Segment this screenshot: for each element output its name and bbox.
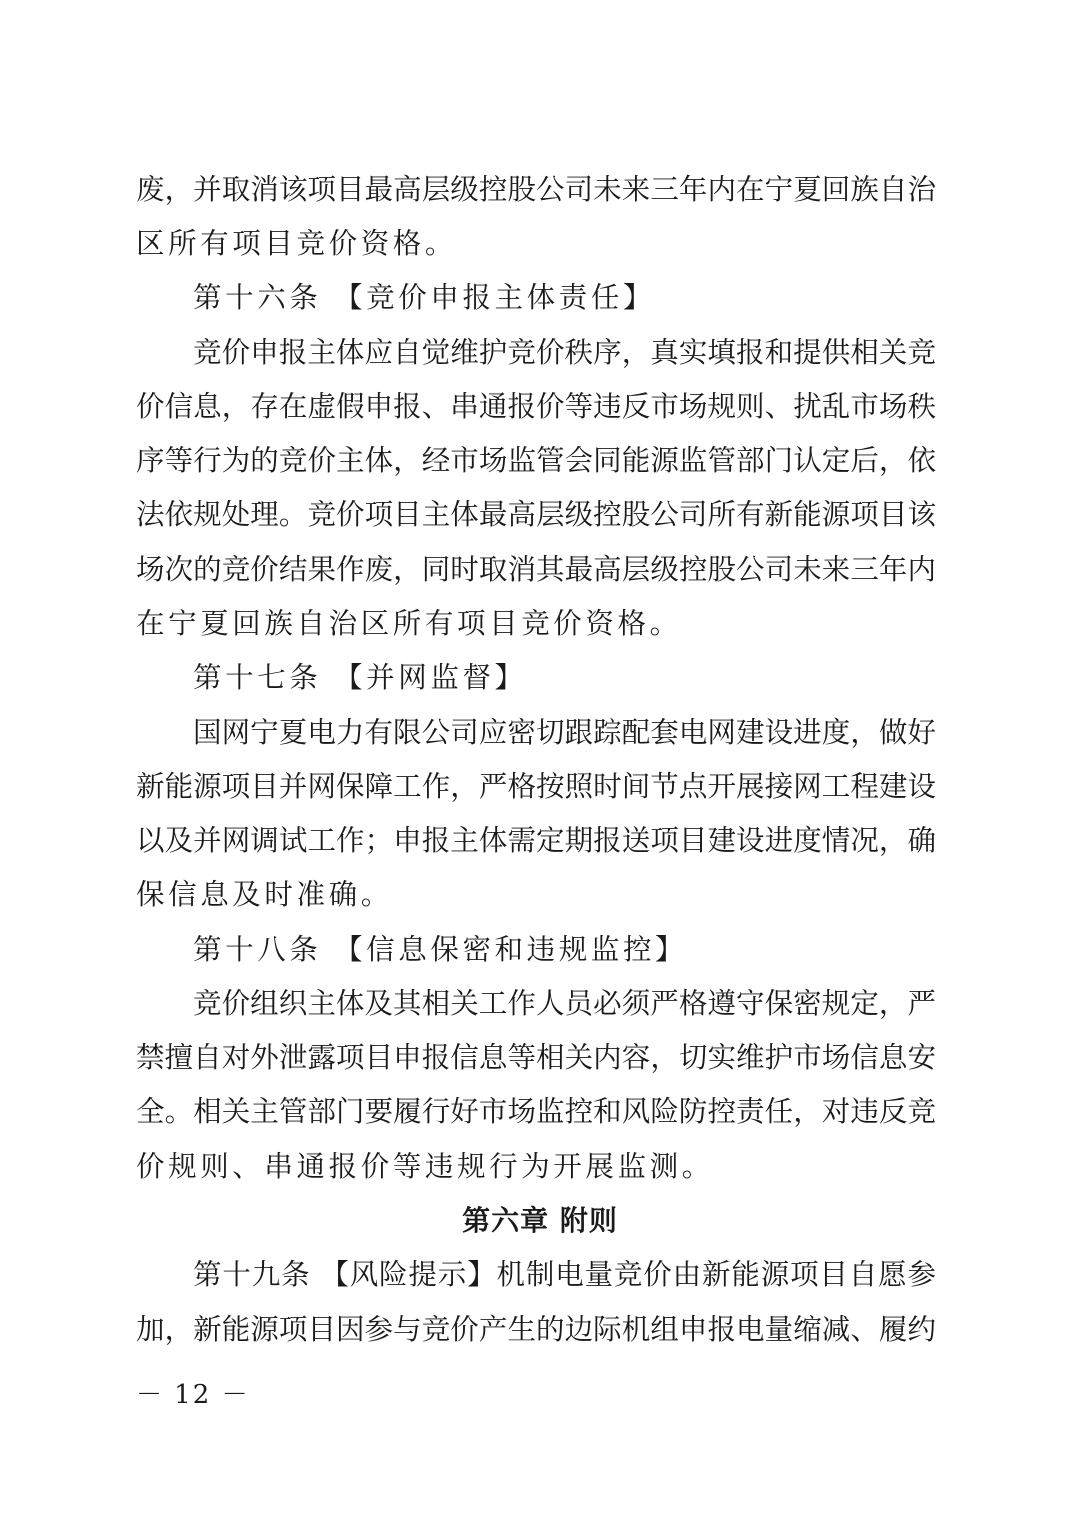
body-line: 区所有项目竞价资格。 (136, 227, 458, 260)
body-line: 全。相关主管部门要履行好市场监控和风险防控责任，对违反竞 (136, 1095, 936, 1128)
article-heading: 第十八条 【信息保密和违规监控】 (193, 933, 688, 966)
body-line: 以及并网调试工作；申报主体需定期报送项目建设进度情况，确 (136, 824, 936, 857)
body-line: 场次的竞价结果作废，同时取消其最高层级控股公司未来三年内 (136, 553, 936, 586)
body-line: 国网宁夏电力有限公司应密切跟踪配套电网建设进度，做好 (193, 716, 936, 749)
body-line: 加，新能源项目因参与竞价产生的边际机组申报电量缩减、履约 (136, 1313, 936, 1346)
body-line: 竞价组织主体及其相关工作人员必须严格遵守保密规定，严 (193, 987, 936, 1020)
body-line: 禁擅自对外泄露项目申报信息等相关内容，切实维护市场信息安 (136, 1041, 936, 1074)
chapter-title: 第六章 附则 (462, 1204, 618, 1237)
article-heading: 第十七条 【并网监督】 (193, 661, 527, 694)
article-heading: 第十六条 【竞价申报主体责任】 (193, 281, 656, 314)
body-line: 序等行为的竞价主体，经市场监管会同能源监管部门认定后，依 (136, 444, 936, 477)
body-line: 第十九条 【风险提示】机制电量竞价由新能源项目自愿参 (193, 1258, 936, 1291)
body-line: 价信息，存在虚假申报、串通报价等违反市场规则、扰乱市场秩 (136, 390, 936, 423)
body-line: 废，并取消该项目最高层级控股公司未来三年内在宁夏回族自治 (136, 173, 936, 206)
body-line: 价规则、串通报价等违规行为开展监测。 (136, 1150, 714, 1183)
page-number: － 12 － (136, 1380, 250, 1410)
body-line: 在宁夏回族自治区所有项目竞价资格。 (136, 607, 682, 640)
body-line: 新能源项目并网保障工作，严格按照时间节点开展接网工程建设 (136, 770, 936, 803)
body-line: 法依规处理。竞价项目主体最高层级控股公司所有新能源项目该 (136, 498, 936, 531)
body-line: 竞价申报主体应自觉维护竞价秩序，真实填报和提供相关竞 (193, 336, 936, 369)
body-line: 保信息及时准确。 (136, 878, 393, 911)
